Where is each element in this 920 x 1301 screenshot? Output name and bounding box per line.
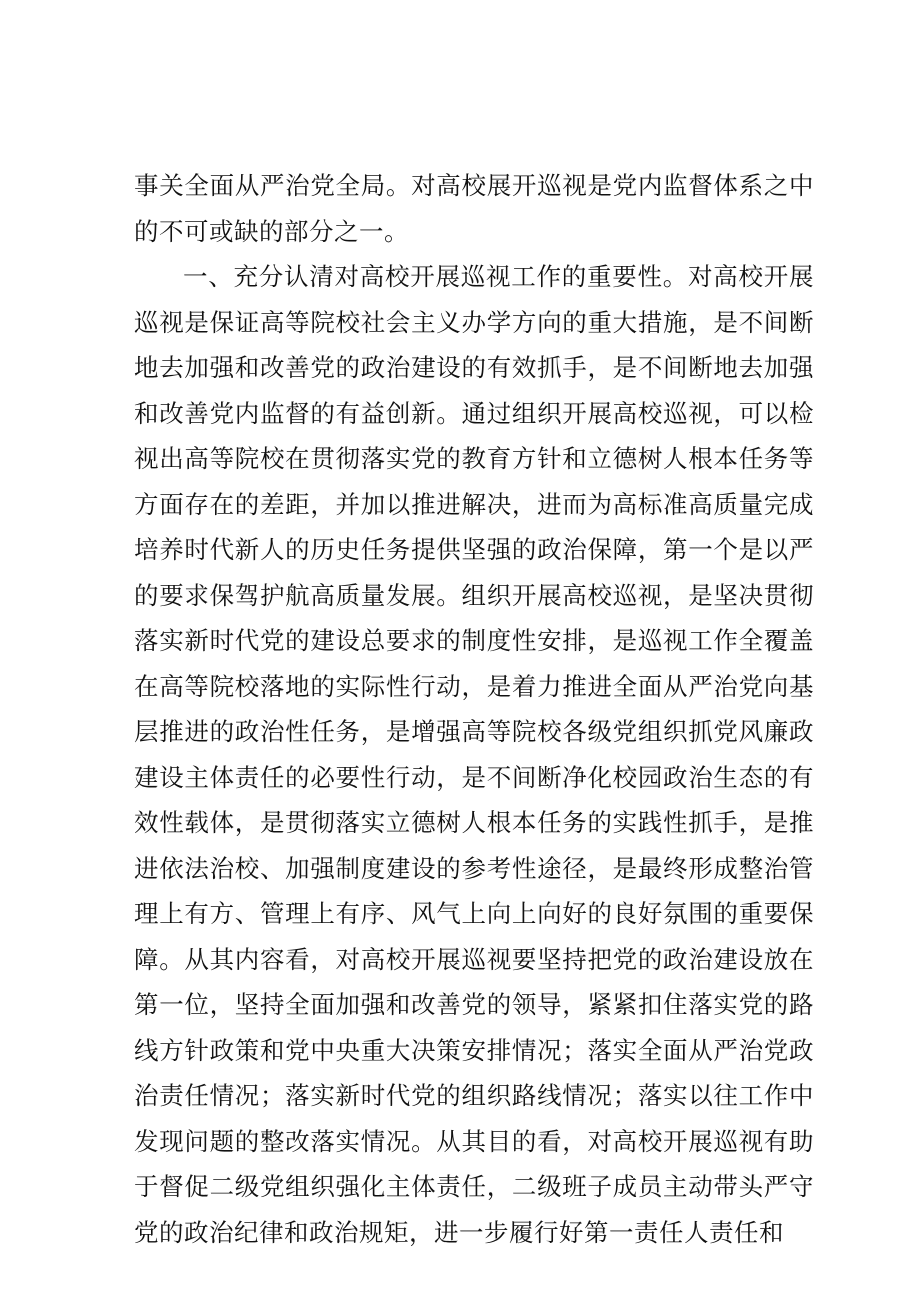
document-body <box>134 163 814 1255</box>
paragraph-section-one: 一、充分认清对高校开展巡视工作的重要性。对高校开展巡视是保证高等院校社会主义办学方向的重大措施，是不间断地去加强和改善党的政治建设的有效抓手，是不间断地去加强和改善党内监督的有益创新。通过组织开展高校巡视，可以检视出高等院校在贯彻落实党的教育方针和立德树人根本任务等方面存在的差距，并加以推进解决，进而为高标准高质量完成培养时代新人的历史任务提供坚强的政治保障，第一个是以严的要求保驾护航高质量发展。组织开展高校巡视，是坚决贯彻落实新时代党的建设总要求的制度性安排，是巡视工作全覆盖在高等院校落地的实际性行动，是着力推进全面从严治党向基层推进的政治性任务，是增强高等院校各级党组织抓党风廉政建设主体责任的必要性行动，是不间断净化校园政治生态的有效性载体，是贯彻落实立德树人根本任务的实践性抓手，是推进依法治校、加强制度建设的参考性途径，是最终形成整治管理上有方、管理上有序、风气上向上向好的良好氛围的重要保障。从其内容看，对高校开展巡视要坚持把党的政治建设放在第一位，坚持全面加强和改善党的领导，紧紧扣住落实党的路线方针政策和党中央重大决策安排情况；落实全面从严治党政治责任情况；落实新时代党的组织路线情况；落实以往工作中发现问题的整改落实情况。从其目的看，对高校开展巡视有助于督促二级党组织强化主体责任，二级班子成员主动带头严守党的政治纪律和政治规矩，进一步履行好第一责任人责任和 <box>134 262 814 1247</box>
paragraph-intro: 事关全面从严治党全局。对高校展开巡视是党内监督体系之中的不可或缺的部分之一。 <box>134 171 814 246</box>
